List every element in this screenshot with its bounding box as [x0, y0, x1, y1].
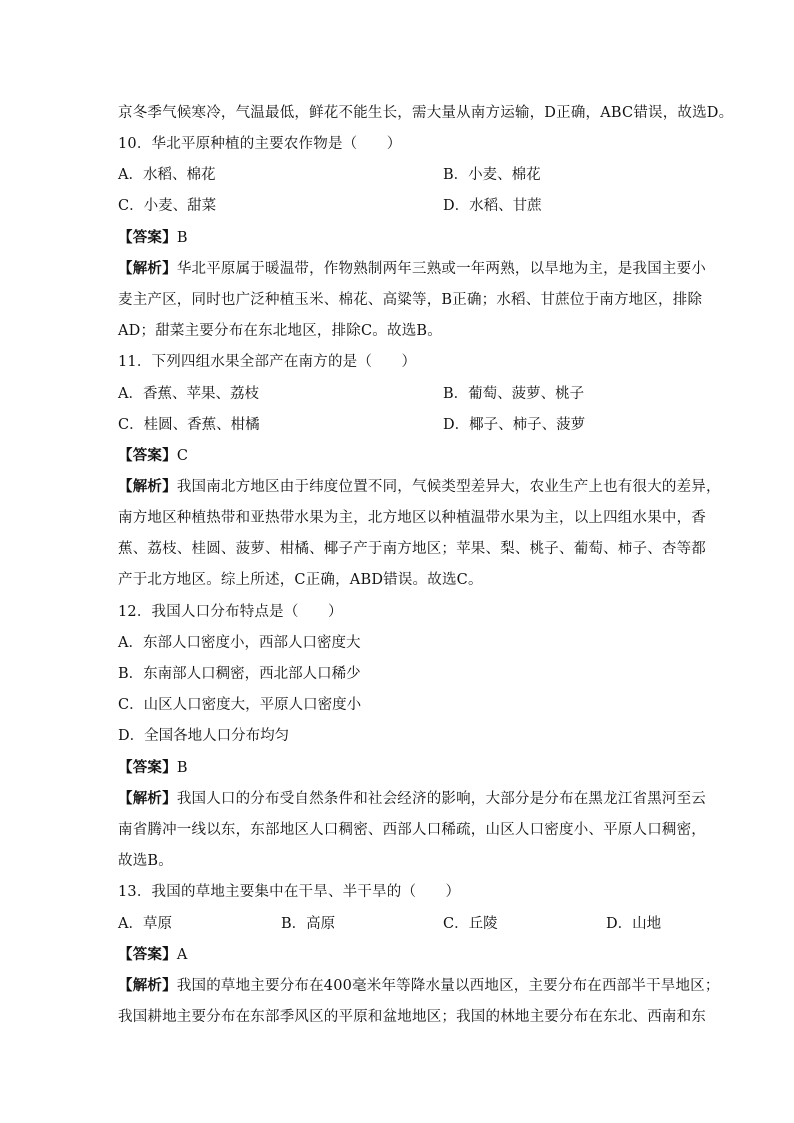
analysis-text: 我国南北方地区由于纬度位置不同，气候类型差异大，农业生产上也有很大的差异，	[176, 479, 721, 495]
question-11-option-a: A．香蕉、苹果、荔枝	[118, 386, 259, 402]
question-12-option-b: B．东南部人口稠密，西北部人口稀少	[118, 666, 361, 682]
answer-tag: 【答案】	[118, 229, 177, 246]
continuation-text: 京冬季气候寒冷，气温最低，鲜花不能生长，需大量从南方运输，D正确，ABC错误，故选D。	[118, 105, 734, 121]
question-11-analysis-line	[118, 477, 721, 497]
question-11-answer	[118, 446, 678, 466]
question-12-analysis-line: 南省腾冲一线以东，东部地区人口稠密、西部人口稀疏，山区人口密度小、平原人口稠密，	[118, 822, 706, 838]
question-13-answer	[118, 945, 678, 965]
answer-value: C	[176, 448, 189, 464]
question-11-analysis-line: 蕉、荔枝、桂圆、菠萝、柑橘、椰子产于南方地区；苹果、梨、桃子、葡萄、柿子、杏等都	[118, 541, 706, 557]
analysis-tag: 【解析】	[118, 478, 177, 495]
answer-value: B	[176, 760, 188, 776]
question-10-analysis-line	[118, 259, 707, 279]
question-10-analysis-line: AD；甜菜主要分布在东北地区，排除C。故选B。	[118, 323, 442, 339]
question-10-option-a: A．水稻、棉花	[118, 167, 216, 183]
analysis-text: 华北平原属于暖温带，作物熟制两年三熟或一年两熟，以旱地为主，是我国主要小	[176, 261, 707, 277]
question-13-analysis-line	[118, 976, 720, 996]
question-13-option-b: B．高原	[281, 916, 336, 932]
question-12-stem: 12．我国人口分布特点是（ ）	[118, 604, 343, 620]
question-11-stem: 11．下列四组水果全部产在南方的是（ ）	[118, 354, 417, 370]
question-11-analysis-line: 产于北方地区。综上所述，C正确，ABD错误。故选C。	[118, 572, 483, 588]
analysis-tag: 【解析】	[118, 977, 177, 994]
question-10-option-d: D．水稻、甘蔗	[443, 198, 542, 214]
question-10-answer	[118, 228, 678, 248]
question-12-option-d: D．全国各地人口分布均匀	[118, 728, 290, 744]
question-13-option-c: C．丘陵	[443, 916, 498, 932]
question-10-stem: 10．华北平原种植的主要农作物是（ ）	[118, 136, 402, 152]
question-12-analysis-line: 故选B。	[118, 853, 173, 869]
question-13-option-a: A．草原	[118, 916, 172, 932]
question-11-analysis-line: 南方地区种植热带和亚热带水果为主，北方地区以种植温带水果为主，以上四组水果中，香	[118, 510, 706, 526]
answer-value: A	[176, 947, 188, 963]
answer-tag: 【答案】	[118, 759, 177, 776]
question-10-option-c: C．小麦、甜菜	[118, 198, 217, 214]
question-12-analysis-line	[118, 789, 707, 809]
analysis-tag: 【解析】	[118, 260, 177, 277]
analysis-tag: 【解析】	[118, 790, 177, 807]
question-12-option-c: C．山区人口密度大，平原人口密度小	[118, 697, 362, 713]
answer-value: B	[176, 230, 188, 246]
question-13-stem: 13．我国的草地主要集中在干旱、半干旱的（ ）	[118, 884, 461, 900]
question-10-option-b: B．小麦、棉花	[443, 167, 541, 183]
question-12-option-a: A．东部人口密度小，西部人口密度大	[118, 635, 361, 651]
question-11-option-c: C．桂圆、香蕉、柑橘	[118, 417, 260, 433]
answer-tag: 【答案】	[118, 447, 177, 464]
question-12-answer	[118, 758, 678, 778]
question-13-option-d: D．山地	[606, 916, 662, 932]
question-10-analysis-line: 麦主产区，同时也广泛种植玉米、棉花、高粱等，B正确；水稻、甘蔗位于南方地区，排除	[118, 292, 703, 308]
question-11-option-b: B．葡萄、菠萝、桃子	[443, 386, 585, 402]
analysis-text: 我国人口的分布受自然条件和社会经济的影响，大部分是分布在黑龙江省黑河至云	[176, 791, 707, 807]
answer-tag: 【答案】	[118, 946, 177, 963]
analysis-text: 我国的草地主要分布在400毫米年等降水量以西地区，主要分布在西部半干旱地区；	[176, 978, 720, 994]
question-11-option-d: D．椰子、柿子、菠萝	[443, 417, 586, 433]
question-13-analysis-line: 我国耕地主要分布在东部季风区的平原和盆地地区；我国的林地主要分布在东北、西南和东	[118, 1009, 706, 1025]
